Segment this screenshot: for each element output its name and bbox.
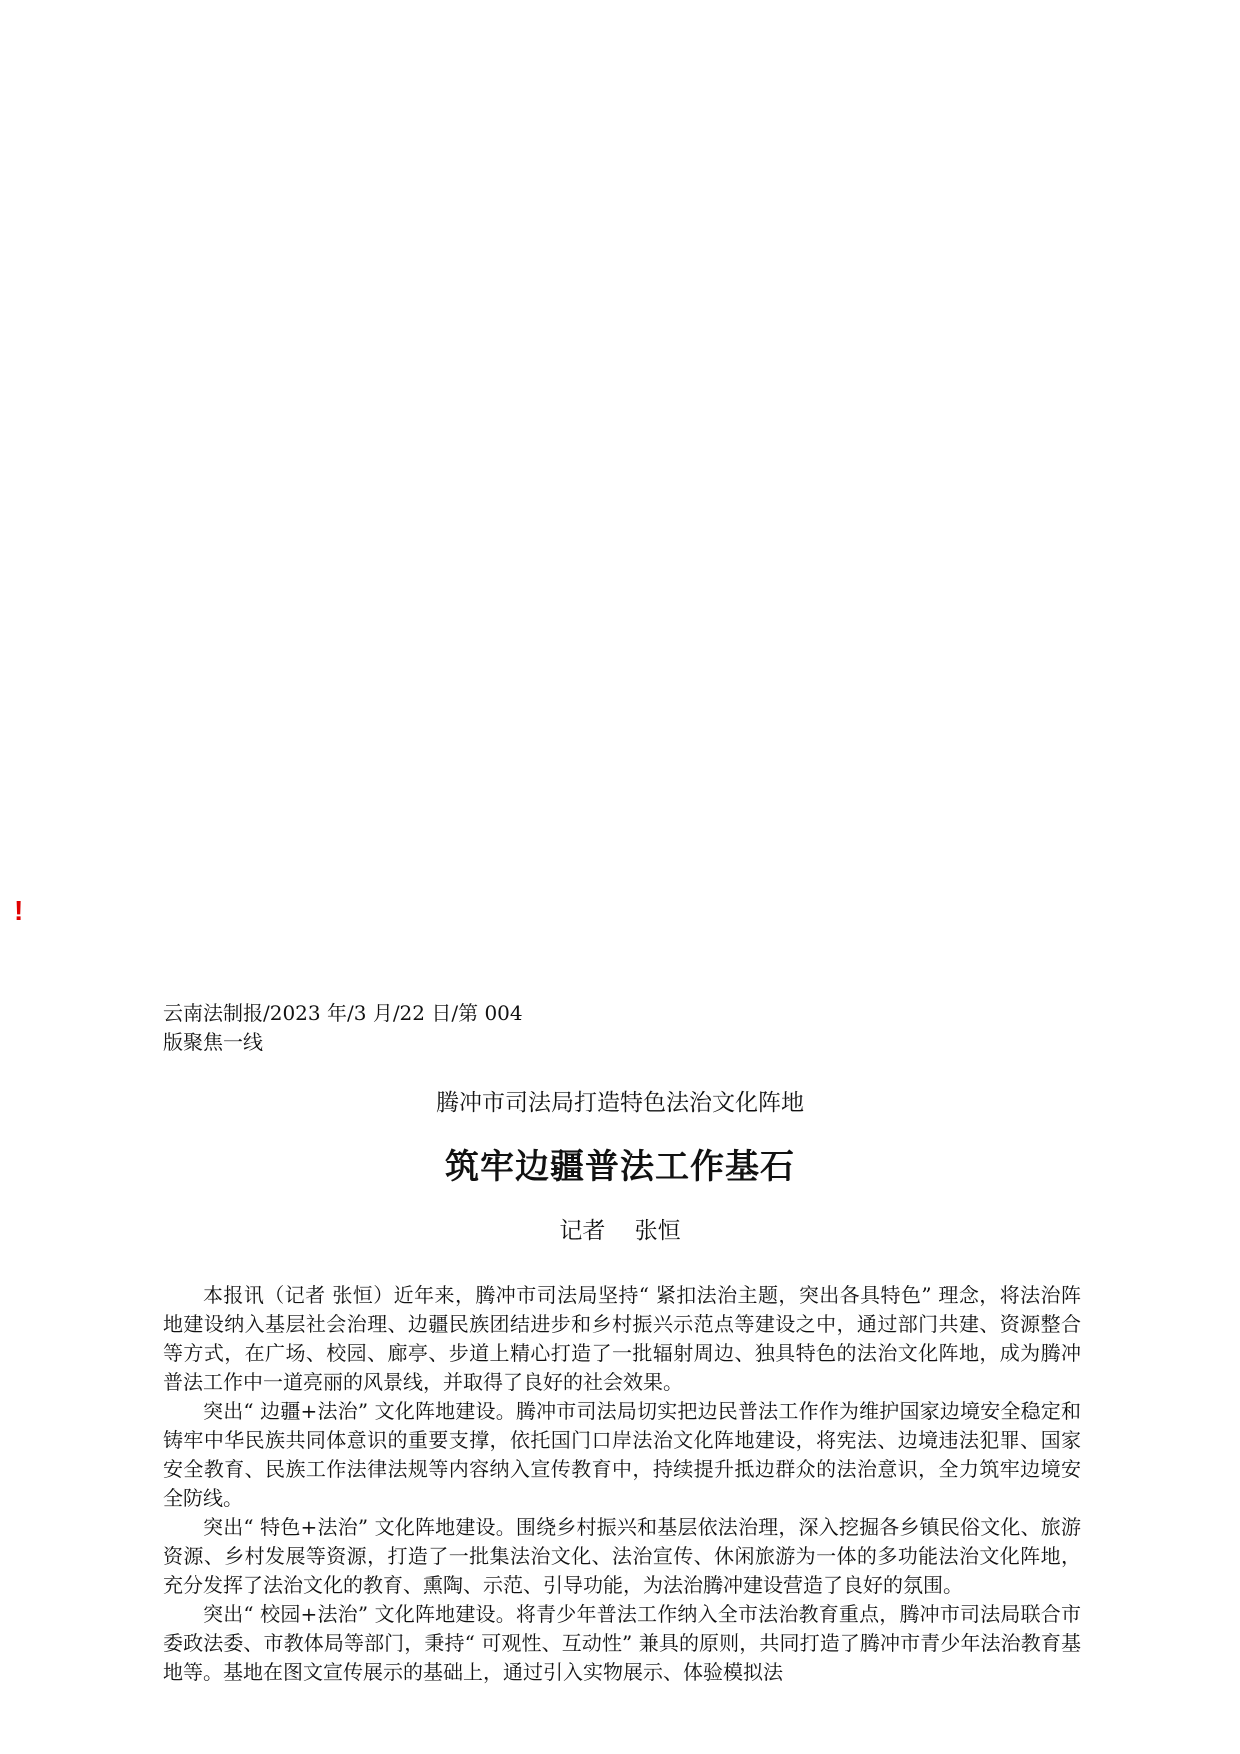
source-citation — [163, 999, 543, 1057]
article-headline: 筑牢边疆普法工作基石 — [445, 1147, 795, 1187]
source-line-2: 版聚焦一线 — [163, 1030, 263, 1054]
article-paragraph: 突出“ 边疆+法治” 文化阵地建设。腾冲市司法局切实把边民普法工作作为维护国家边境安全稳定和铸牢中华民族共同体意识的重要支撑，依托国门口岸法治文化阵地建设，将宪法、边境违法犯罪、国家安全教育、民族工作法律法规等内容纳入宣传教育中，持续提升抵边群众的法治意识，全力筑牢边境安全防线。 — [163, 1399, 1081, 1510]
warning-mark: ! — [14, 895, 24, 926]
article-subtitle: 腾冲市司法局打造特色法治文化阵地 — [436, 1090, 804, 1116]
article-paragraph: 突出“ 特色+法治” 文化阵地建设。围绕乡村振兴和基层依法治理，深入挖掘各乡镇民俗文化、旅游资源、乡村发展等资源，打造了一批集法治文化、法治宣传、休闲旅游为一体的多功能法治文化阵地，充分发挥了法治文化的教育、熏陶、示范、引导功能，为法治腾冲建设营造了良好的氛围。 — [163, 1515, 1081, 1597]
article-paragraph: 本报讯（记者 张恒）近年来，腾冲市司法局坚持“ 紧扣法治主题，突出各具特色” 理念，将法治阵地建设纳入基层社会治理、边疆民族团结进步和乡村振兴示范点等建设之中，通过部门共建、资源整合等方式，在广场、校园、廊亭、步道上精心打造了一批辐射周边、独具特色的法治文化阵地，成为腾冲普法工作中一道亮丽的风景线，并取得了良好的社会效果。 — [163, 1283, 1081, 1394]
source-line-1: 云南法制报/2023 年/3 月/22 日/第 004 — [163, 1001, 523, 1025]
article-body — [163, 1281, 1081, 1687]
article-paragraph: 突出“ 校园+法治” 文化阵地建设。将青少年普法工作纳入全市法治教育重点，腾冲市司法局联合市委政法委、市教体局等部门，秉持“ 可观性、互动性” 兼具的原则，共同打造了腾冲市青少年法治教育基地等。基地在图文宣传展示的基础上，通过引入实物展示、体验模拟法 — [163, 1602, 1081, 1684]
article-byline: 记者 张恒 — [559, 1218, 681, 1244]
